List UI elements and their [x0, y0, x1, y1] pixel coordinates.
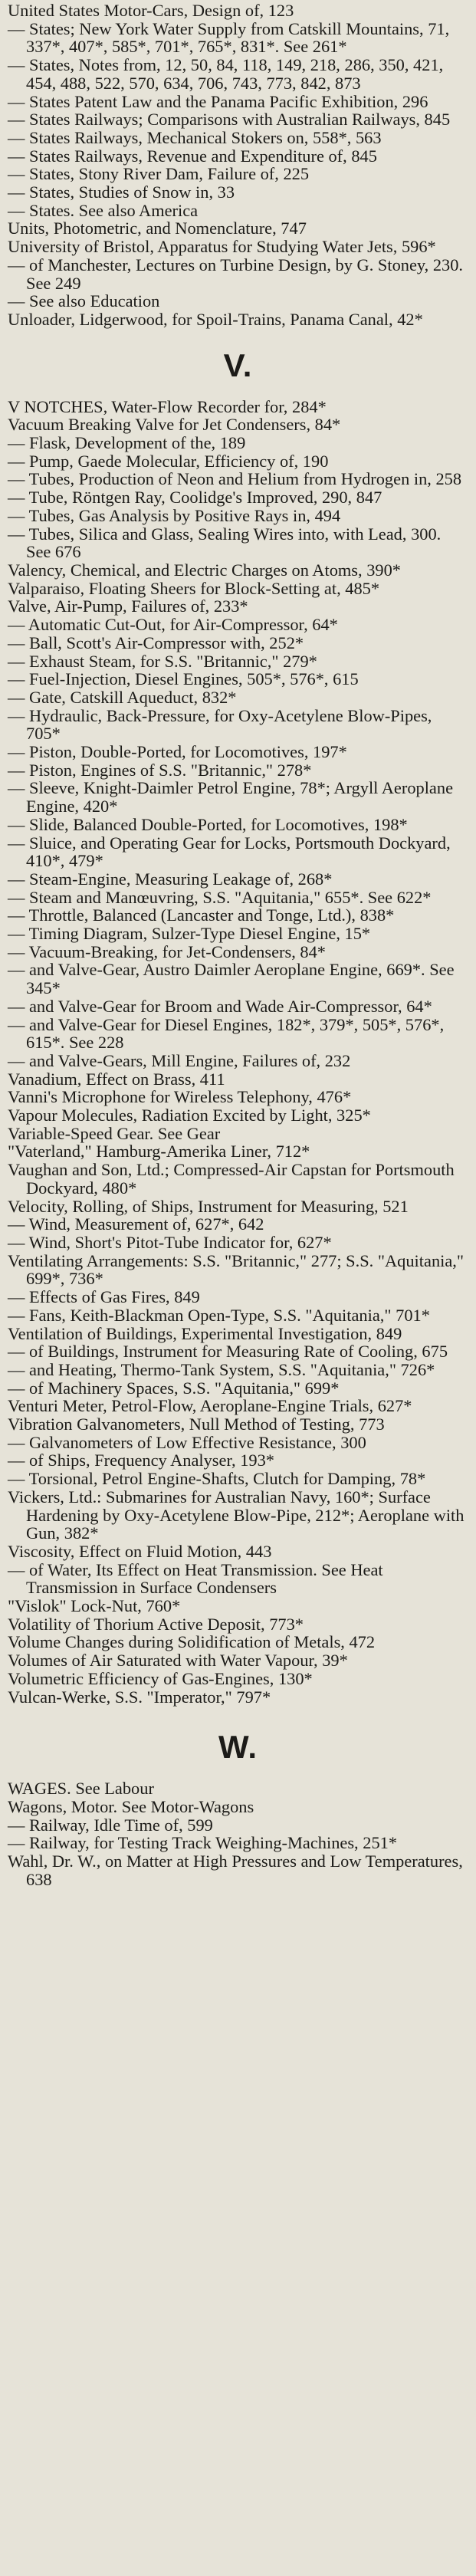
- index-entry: Vacuum Breaking Valve for Jet Condensers, 84*: [8, 415, 341, 435]
- index-entry: — Slide, Balanced Double-Ported, for Locomotives, 198*: [8, 814, 408, 834]
- index-entry: — States, Studies of Snow in, 33: [8, 182, 235, 202]
- index-entry: — Throttle, Balanced (Lancaster and Tonge, Ltd.), 838*: [8, 905, 395, 925]
- index-entry: — Effects of Gas Fires, 849: [8, 1287, 200, 1307]
- index-entry: — and Valve-Gear for Diesel Engines, 182*, 379*, 505*, 576*, 615*. See 228: [8, 1014, 445, 1053]
- index-entry: — States, Notes from, 12, 50, 84, 118, 149, 218, 286, 350, 421, 454, 488, 522, 570, 634, 706, 743, 773, 842, 873: [8, 55, 444, 93]
- index-entry: — Piston, Engines of S.S. "Britannic," 278*: [8, 760, 312, 780]
- index-entry: — Ball, Scott's Air-Compressor with, 252*: [8, 632, 304, 652]
- index-entry: — and Valve-Gear, Austro Daimler Aeroplane Engine, 669*. See 345*: [8, 960, 455, 998]
- index-entry: — and Heating, Thermo-Tank System, S.S. "Aquitania," 726*: [8, 1359, 435, 1379]
- index-entry: — Flask, Development of the, 189: [8, 433, 246, 453]
- index-entry: Wagons, Motor. See Motor-Wagons: [8, 1796, 254, 1816]
- index-entry: Variable-Speed Gear. See Gear: [8, 1123, 221, 1143]
- index-entry: — Galvanometers of Low Effective Resistance, 300: [8, 1432, 366, 1452]
- index-entry: — Gate, Catskill Aqueduct, 832*: [8, 687, 237, 707]
- index-entry: — Steam and Manœuvring, S.S. "Aquitania," 655*. See 622*: [8, 887, 432, 907]
- section-w: [8, 1779, 468, 1888]
- index-entry: — Hydraulic, Back-Pressure, for Oxy-Acetylene Blow-Pipes, 705*: [8, 705, 432, 744]
- index-entry: — Sluice, and Operating Gear for Locks, Portsmouth Dockyard, 410*, 479*: [8, 833, 451, 871]
- index-entry: Volumetric Efficiency of Gas-Engines, 130*: [8, 1668, 313, 1688]
- index-entry: — Sleeve, Knight-Daimler Petrol Engine, 78*; Argyll Aeroplane Engine, 420*: [8, 778, 454, 816]
- section-u: [8, 2, 468, 329]
- index-entry: — Piston, Double-Ported, for Locomotives, 197*: [8, 742, 347, 762]
- index-entry: — Fans, Keith-Blackman Open-Type, S.S. "Aquitania," 701*: [8, 1305, 430, 1325]
- index-entry: — States Railways; Comparisons with Australian Railways, 845: [8, 110, 451, 130]
- index-entry: Ventilation of Buildings, Experimental Investigation, 849: [8, 1323, 402, 1343]
- index-entry: Vickers, Ltd.: Submarines for Australian Navy, 160*; Surface Hardening by Oxy-Acetylene Blow-Pipe, 212*; Aeroplane with Gun, 382*: [8, 1487, 465, 1543]
- index-entry: Vulcan-Werke, S.S. "Imperator," 797*: [8, 1687, 271, 1707]
- index-entry: — Automatic Cut-Out, for Air-Compressor, 64*: [8, 615, 338, 635]
- index-entry: — States. See also America: [8, 200, 199, 220]
- index-entry: Vapour Molecules, Radiation Excited by Light, 325*: [8, 1106, 371, 1125]
- index-entry: Unloader, Lidgerwood, for Spoil-Trains, Panama Canal, 42*: [8, 309, 423, 329]
- index-entry: "Vislok" Lock-Nut, 760*: [8, 1596, 181, 1616]
- index-entry: Ventilating Arrangements: S.S. "Britannic," 277; S.S. "Aquitania," 699*, 736*: [8, 1250, 465, 1289]
- index-entry: — Wind, Measurement of, 627*, 642: [8, 1214, 264, 1234]
- index-entry: — Tubes, Gas Analysis by Positive Rays in, 494: [8, 505, 341, 525]
- index-entry: Valency, Chemical, and Electric Charges on Atoms, 390*: [8, 560, 401, 580]
- index-entry: — of Buildings, Instrument for Measuring Rate of Cooling, 675: [8, 1342, 448, 1362]
- index-entry: — Railway, Idle Time of, 599: [8, 1815, 213, 1835]
- index-entry: — States; New York Water Supply from Catskill Mountains, 71, 337*, 407*, 585*, 701*, 765*, 831*. See 261*: [8, 18, 450, 57]
- index-entry: Vanadium, Effect on Brass, 411: [8, 1069, 225, 1089]
- index-entry: Units, Photometric, and Nomenclature, 747: [8, 219, 307, 238]
- section-heading-w: W.: [218, 1729, 258, 1766]
- index-entry: Valparaiso, Floating Sheers for Block-Setting at, 485*: [8, 578, 380, 598]
- index-entry: — Vacuum-Breaking, for Jet-Condensers, 84*: [8, 941, 326, 961]
- index-entry: — States Railways, Revenue and Expenditure of, 845: [8, 146, 377, 166]
- index-entry: — States Railways, Mechanical Stokers on, 558*, 563: [8, 127, 382, 147]
- index-entry: Venturi Meter, Petrol-Flow, Aeroplane-Engine Trials, 627*: [8, 1396, 412, 1416]
- index-entry: University of Bristol, Apparatus for Studying Water Jets, 596*: [8, 237, 436, 257]
- index-entry: — Torsional, Petrol Engine-Shafts, Clutch for Damping, 78*: [8, 1469, 426, 1489]
- index-entry: — Pump, Gaede Molecular, Efficiency of, 190: [8, 451, 329, 471]
- index-entry: — Railway, for Testing Track Weighing-Machines, 251*: [8, 1833, 398, 1853]
- index-entry: — Timing Diagram, Sulzer-Type Diesel Engine, 15*: [8, 924, 371, 944]
- index-entry: Vaughan and Son, Ltd.; Compressed-Air Capstan for Portsmouth Dockyard, 480*: [8, 1160, 455, 1198]
- index-entry: United States Motor-Cars, Design of, 123: [8, 1, 294, 20]
- index-entry: Volatility of Thorium Active Deposit, 773*: [8, 1614, 304, 1634]
- index-entry: — of Water, Its Effect on Heat Transmission. See Heat Transmission in Surface Condensers: [8, 1559, 383, 1598]
- index-entry: — of Ships, Frequency Analyser, 193*: [8, 1451, 274, 1470]
- index-entry: — and Valve-Gears, Mill Engine, Failures of, 232: [8, 1050, 351, 1070]
- index-entry: — See also Education: [8, 291, 160, 311]
- index-entry: — Tubes, Production of Neon and Helium from Hydrogen in, 258: [8, 469, 462, 489]
- index-entry: — of Manchester, Lectures on Turbine Design, by G. Stoney, 230. See 249: [8, 255, 464, 293]
- index-entry: — States, Stony River Dam, Failure of, 225: [8, 164, 310, 184]
- section-heading-v: V.: [223, 347, 253, 383]
- index-entry: Volume Changes during Solidification of Metals, 472: [8, 1632, 376, 1652]
- index-entry: — Steam-Engine, Measuring Leakage of, 268*: [8, 869, 333, 889]
- index-entry: — Exhaust Steam, for S.S. "Britannic," 279*: [8, 651, 317, 671]
- index-entry: Valve, Air-Pump, Failures of, 233*: [8, 596, 248, 616]
- index-entry: — of Machinery Spaces, S.S. "Aquitania," 699*: [8, 1378, 340, 1398]
- index-entry: "Vaterland," Hamburg-Amerika Liner, 712*: [8, 1142, 310, 1162]
- section-v: [8, 398, 468, 1707]
- index-entry: Velocity, Rolling, of Ships, Instrument for Measuring, 521: [8, 1196, 409, 1216]
- index-entry: Vibration Galvanometers, Null Method of Testing, 773: [8, 1414, 385, 1434]
- index-entry: V NOTCHES, Water-Flow Recorder for, 284*: [8, 396, 327, 416]
- index-entry: — Fuel-Injection, Diesel Engines, 505*, 576*, 615: [8, 669, 359, 689]
- index-entry: Viscosity, Effect on Fluid Motion, 443: [8, 1541, 272, 1561]
- index-entry: Vanni's Microphone for Wireless Telephony, 476*: [8, 1087, 352, 1107]
- index-entry: — Tubes, Silica and Glass, Sealing Wires into, with Lead, 300. See 676: [8, 524, 442, 562]
- index-entry: Wahl, Dr. W., on Matter at High Pressures and Low Temperatures, 638: [8, 1852, 463, 1889]
- index-entry: — Tube, Röntgen Ray, Coolidge's Improved, 290, 847: [8, 488, 382, 508]
- index-entry: Volumes of Air Saturated with Water Vapour, 39*: [8, 1651, 348, 1671]
- index-entry: — States Patent Law and the Panama Pacific Exhibition, 296: [8, 91, 428, 111]
- index-entry: — and Valve-Gear for Broom and Wade Air-Compressor, 64*: [8, 996, 432, 1016]
- index-entry: — Wind, Short's Pitot-Tube Indicator for, 627*: [8, 1233, 332, 1252]
- index-entry: WAGES. See Labour: [8, 1779, 154, 1799]
